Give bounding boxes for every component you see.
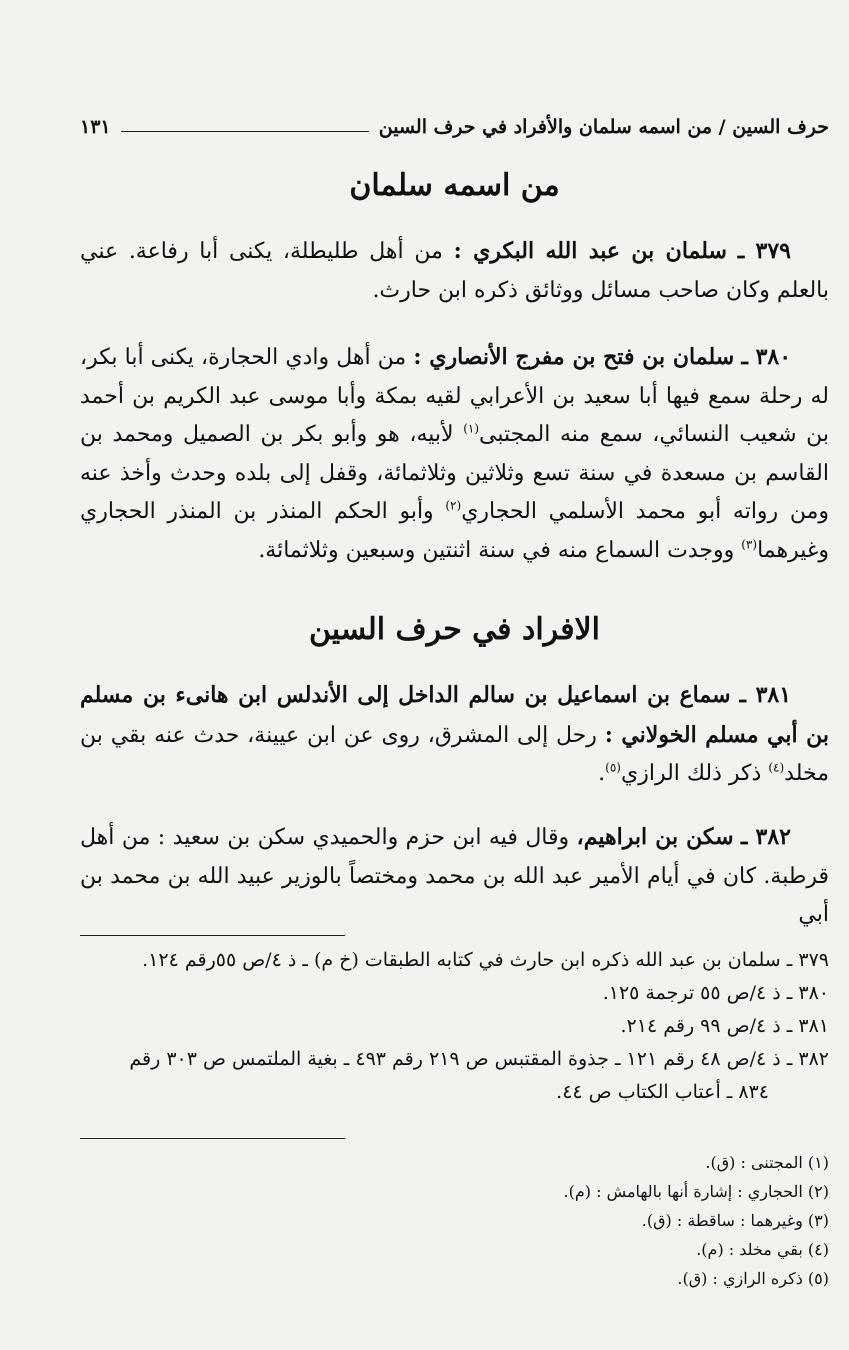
header-rule (121, 131, 369, 132)
footnote-ref: (٤) (768, 760, 785, 775)
footnote-ref: (٣) (741, 537, 758, 552)
running-header (80, 112, 829, 142)
source-line: ٨٣٤ ـ أعتاب الكتاب ص ٤٤. (556, 1081, 769, 1103)
source-line: ٣٨٠ ـ ذ ٤/ص ٥٥ ترجمة ١٢٥. (602, 982, 829, 1004)
entry-379 (80, 232, 829, 310)
entry-382 (80, 818, 829, 935)
footnote: (٤) بقي مخلد : (م). (696, 1240, 829, 1259)
source-line: ٣٧٩ ـ سلمان بن عبد الله ذكره ابن حارث في كتابه الطبقات (خ م) ـ ذ ٤/ص ٥٥رقم ١٢٤. (142, 949, 829, 971)
footnote: (٣) وغيرهما : ساقطة : (ق). (641, 1211, 829, 1230)
entry-number: ٣٨١ ـ (739, 682, 792, 708)
entry-text: من أهل وادي الحجارة، يكنى أبا بكر، له رحلة سمع فيها أبا سعيد بن الأعرابي لقيه بمكة وأبا موسى عبد الكريم بن أحمد بن شعيب النسائي، سمع منه المجتبى (80, 345, 829, 447)
footnotes-list (80, 1148, 829, 1293)
entry-text: لأبيه، هو وأبو بكر بن الصميل ومحمد بن القاسم بن مسعدة في سنة تسع وثلاثين وثلاثمائة، وقفل إلى بلده وحدث وأخذ عنه ومن رواته أبو محمد الأسلمي الحجاري (80, 422, 829, 524)
section-title-afrad: الافراد في حرف السين (308, 612, 601, 647)
source-line: ٣٨٢ ـ ذ ٤/ص ٤٨ رقم ١٢١ ـ جذوة المقتبس ص ٢١٩ رقم ٤٩٣ ـ بغية الملتمس ص ٣٠٣ رقم (129, 1048, 829, 1070)
sources-divider (80, 935, 345, 936)
section-title-salman: من اسمه سلمان (349, 168, 560, 203)
entry-381 (80, 676, 829, 794)
page-number: ١٣١ (80, 116, 111, 138)
entry-number: ٣٨٢ ـ (740, 824, 791, 850)
book-page (80, 0, 829, 1350)
footnotes-divider (80, 1138, 345, 1139)
entry-name: سلمان بن عبد الله البكري : (453, 238, 727, 264)
footnote-ref: (٥) (605, 760, 621, 775)
entry-text: ووجدت السماع منه في سنة اثنتين وسبعين وثلاثمائة. (258, 537, 735, 563)
entry-name: سلمان بن فتح بن مفرج الأنصاري : (413, 344, 735, 370)
entry-number: ٣٧٩ ـ (737, 238, 791, 264)
entry-380 (80, 338, 829, 570)
sources-list (80, 944, 829, 1109)
footnote: (٢) الحجاري : إشارة أنها بالهامش : (م). (563, 1182, 829, 1201)
entry-text: ذكر ذلك الرازي (620, 761, 762, 786)
entry-text: وقال فيه ابن حزم والحميدي سكن بن سعيد : من أهل قرطبة. كان في أيام الأمير عبد الله بن محمد ومختصاً بالوزير عبيد الله بن محمد بن أبي (80, 825, 829, 927)
footnote-ref: (١) (463, 421, 480, 436)
entry-text: من أهل طليطلة، يكنى أبا رفاعة. عني بالعلم وكان صاحب مسائل ووثائق ذكره ابن حارث. (80, 239, 829, 303)
entry-text: رحل إلى المشرق، روى عن ابن عيينة، حدث عنه بقي بن مخلد (80, 722, 829, 786)
header-title: حرف السين / من اسمه سلمان والأفراد في حرف السين (378, 116, 829, 138)
entry-name: سماع بن اسماعيل بن سالم الداخل إلى الأندلس ابن هانىء بن مسلم بن أبي مسلم الخولاني : (80, 682, 829, 748)
source-line: ٣٨١ ـ ذ ٤/ص ٩٩ رقم ٢١٤. (620, 1015, 829, 1037)
entry-text: . (598, 761, 606, 786)
footnote: (٥) ذكره الرازي : (ق). (677, 1269, 829, 1288)
footnote: (١) المجتنى : (ق). (705, 1153, 829, 1172)
entry-number: ٣٨٠ ـ (741, 344, 792, 370)
footnote-ref: (٢) (445, 498, 462, 513)
entry-name: سكن بن ابراهيم، (576, 824, 734, 850)
entry-text: وأبو الحكم المنذر بن المنذر الحجاري وغيرهما (80, 499, 829, 563)
